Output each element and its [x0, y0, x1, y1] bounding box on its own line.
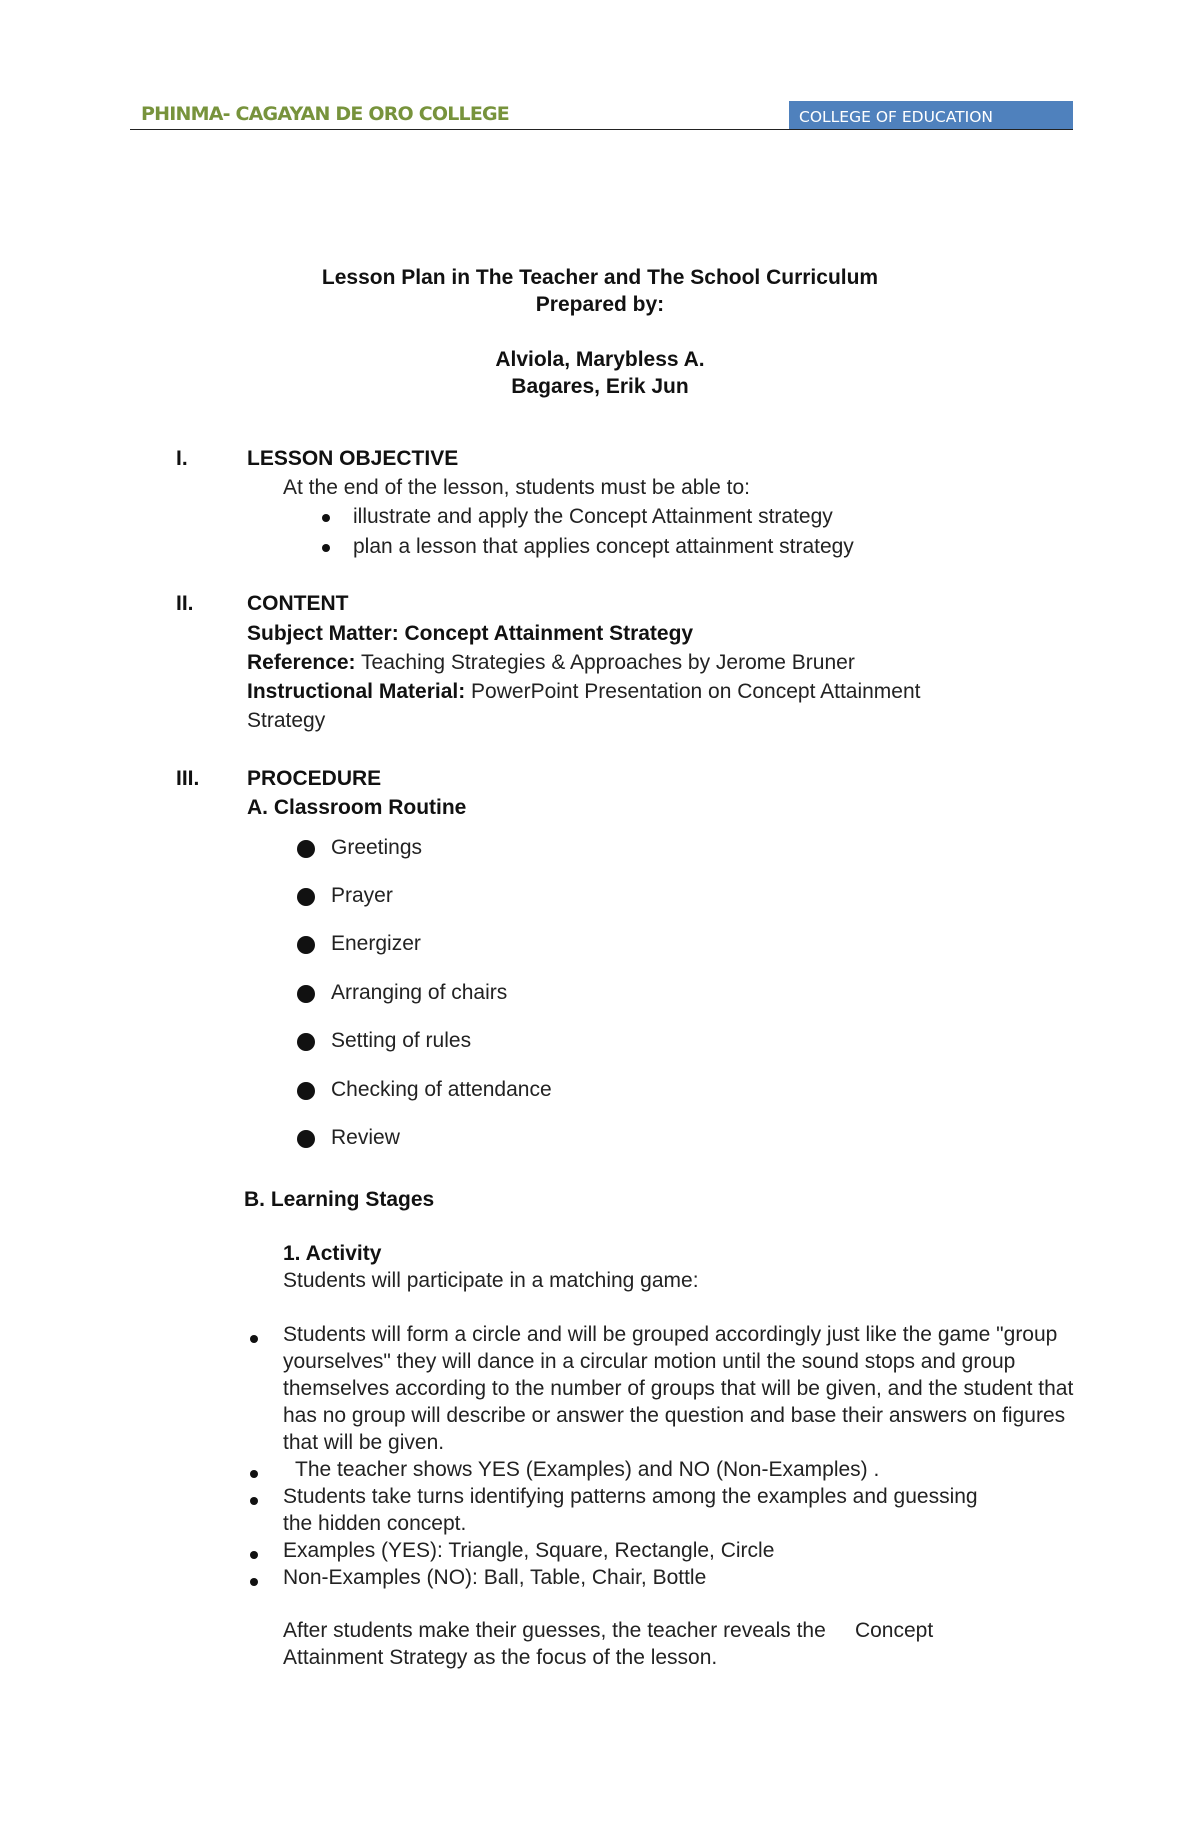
- department-banner: COLLEGE OF EDUCATION: [789, 101, 1073, 129]
- routine-item: Checking of attendance: [331, 1078, 552, 1101]
- activity-item: Non-Examples (NO): Ball, Table, Chair, Bottle: [283, 1566, 707, 1589]
- section-numeral: I.: [176, 447, 188, 470]
- activity-item: Students will form a circle and will be grouped accordingly just like the game "group yourselves" they will dance in a circular motion until the sound stops and group themselves according to the number of groups that will be given, and the student that has no group will describe or answer the question and base their answers on figures that will be given.: [283, 1323, 1074, 1454]
- closing-paragraph-line: Attainment Strategy as the focus of the lesson.: [283, 1646, 718, 1669]
- material-value: PowerPoint Presentation on Concept Attainment: [471, 680, 921, 703]
- bullet-icon: [322, 544, 330, 552]
- objective-item: illustrate and apply the Concept Attainment strategy: [353, 505, 833, 528]
- section-heading: LESSON OBJECTIVE: [247, 447, 459, 470]
- section-numeral: III.: [176, 767, 200, 790]
- bullet-icon: [297, 1130, 315, 1148]
- reference-label: Reference:: [247, 651, 356, 674]
- header-divider: [130, 129, 1073, 130]
- objective-intro: At the end of the lesson, students must be able to:: [283, 476, 750, 499]
- reference-value: Teaching Strategies & Approaches by Jerome Bruner: [361, 651, 855, 674]
- routine-item: Setting of rules: [331, 1029, 472, 1052]
- section-numeral: II.: [176, 592, 194, 615]
- bullet-icon: [322, 514, 330, 522]
- section-heading: PROCEDURE: [247, 767, 382, 790]
- bullet-icon: [297, 1033, 315, 1051]
- activity-item: Examples (YES): Triangle, Square, Rectangle, Circle: [283, 1539, 775, 1562]
- activity-item: Students take turns identifying patterns among the examples and guessing the hidden concept.: [283, 1485, 978, 1535]
- material-value-continued: Strategy: [247, 709, 326, 732]
- bullet-icon: [297, 840, 315, 858]
- routine-item: Review: [331, 1126, 400, 1149]
- bullet-icon: [297, 985, 315, 1003]
- routine-item: Prayer: [331, 884, 393, 907]
- activity-intro: Students will participate in a matching game:: [283, 1269, 699, 1292]
- routine-item: Arranging of chairs: [331, 981, 508, 1004]
- bullet-icon: [297, 936, 315, 954]
- objective-item: plan a lesson that applies concept attainment strategy: [353, 535, 854, 558]
- author-name: Bagares, Erik Jun: [511, 375, 689, 398]
- institution-name: PHINMA- CAGAYAN DE ORO COLLEGE: [141, 103, 509, 125]
- routine-item: Greetings: [331, 836, 423, 859]
- document-title: Lesson Plan in The Teacher and The School Curriculum: [321, 266, 879, 289]
- material-label: Instructional Material:: [247, 680, 466, 703]
- activity-heading: 1. Activity: [283, 1242, 382, 1265]
- material-line: [247, 680, 921, 704]
- routine-heading: A. Classroom Routine: [247, 796, 467, 819]
- routine-item: Energizer: [331, 932, 421, 955]
- bullet-icon: [250, 1470, 258, 1478]
- subject-matter: Subject Matter: Concept Attainment Strategy: [247, 622, 694, 645]
- reference-line: [247, 651, 855, 675]
- bullet-icon: [250, 1335, 258, 1343]
- bullet-icon: [250, 1578, 258, 1586]
- prepared-by-label: Prepared by:: [535, 293, 665, 316]
- bullet-icon: [297, 888, 315, 906]
- author-name: Alviola, Marybless A.: [495, 348, 705, 371]
- section-heading: CONTENT: [247, 592, 349, 615]
- bullet-icon: [250, 1551, 258, 1559]
- bullet-icon: [297, 1082, 315, 1100]
- closing-paragraph-line: After students make their guesses, the teacher reveals the Concept: [283, 1619, 934, 1642]
- activity-item: The teacher shows YES (Examples) and NO (Non-Examples) .: [295, 1458, 880, 1481]
- bullet-icon: [250, 1497, 258, 1505]
- stages-heading: B. Learning Stages: [244, 1188, 435, 1211]
